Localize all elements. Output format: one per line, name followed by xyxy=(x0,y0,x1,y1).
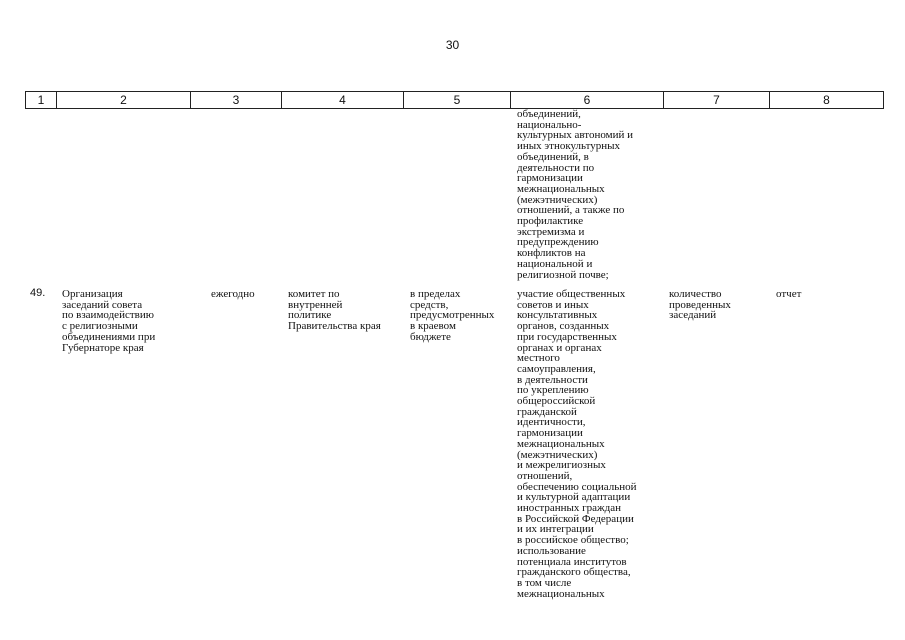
row-number: 49. xyxy=(30,287,46,299)
column-header-2: 2 xyxy=(57,92,191,108)
responsible-executor: комитет по внутренней политике Правительства края xyxy=(288,288,381,333)
column-header-4: 4 xyxy=(282,92,404,108)
table-header-row xyxy=(25,91,884,109)
column-header-7: 7 xyxy=(664,92,770,108)
event-name: Организация заседаний совета по взаимодействию с религиозными объединениями при Губернаторе края xyxy=(62,288,156,354)
page-number: 30 xyxy=(445,38,460,52)
performance-indicator: количество проведенных заседаний xyxy=(669,288,731,322)
column-header-6: 6 xyxy=(511,92,664,108)
funding-source: в пределах средств, предусмотренных в краевом бюджете xyxy=(410,288,495,343)
column-header-3: 3 xyxy=(191,92,282,108)
column-header-5: 5 xyxy=(404,92,511,108)
report-form: отчет xyxy=(776,288,802,300)
expected-result: участие общественных советов и иных консультативных органов, созданных при государственных органах и органах местного самоуправления, в деятельности по укреплению общероссийской гражданской идентичности, гармонизации межнациональных (межэтнических) и межрелигиозных отношений, обеспечению социальной и культурной адаптации иностранных граждан в Российской Федерации и их интеграции в российское общество; использование потенциала институтов гражданского общества, в том числе межнациональных xyxy=(517,288,637,600)
column-header-1: 1 xyxy=(26,92,57,108)
continuation-result-text: объединений, национально- культурных автономий и иных этнокультурных объединений, в деятельности по гармонизации межнациональных (межэтнических) отношений, а также по профилактике экстремизма и предупреждению конфликтов на национальной и религиозной почве; xyxy=(517,108,633,281)
column-header-8: 8 xyxy=(823,93,830,107)
execution-period: ежегодно xyxy=(211,288,255,300)
